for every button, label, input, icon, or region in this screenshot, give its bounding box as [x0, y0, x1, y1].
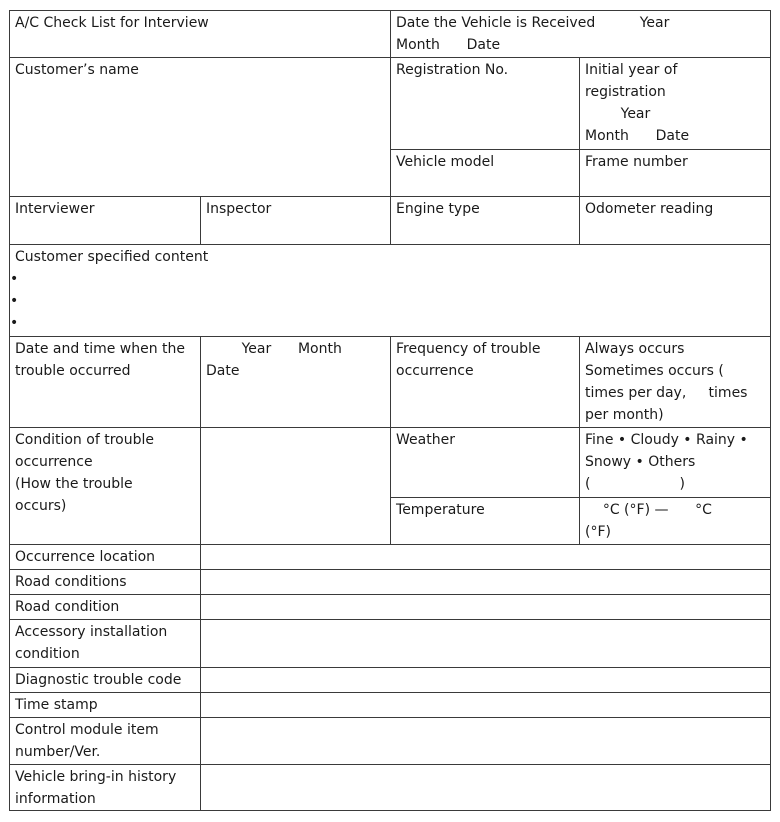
vehicle-model-cell[interactable]: Vehicle model: [391, 150, 580, 197]
ac-check-list-form: [9, 10, 771, 811]
accessory-installation-field[interactable]: [201, 620, 771, 668]
interviewer-cell[interactable]: Interviewer: [10, 197, 201, 245]
frame-number-cell[interactable]: Frame number: [580, 150, 771, 197]
odometer-cell[interactable]: Odometer reading: [580, 197, 771, 245]
time-stamp-label: Time stamp: [10, 693, 201, 718]
time-stamp-field[interactable]: [201, 693, 771, 718]
control-module-label: Control module item number/Ver.: [10, 718, 201, 765]
temperature-label: Temperature: [391, 498, 580, 545]
form-title: A/C Check List for Interview: [10, 11, 391, 58]
condition-value[interactable]: [201, 428, 391, 545]
engine-type-cell[interactable]: Engine type: [391, 197, 580, 245]
diagnostic-trouble-code-label: Diagnostic trouble code: [10, 668, 201, 693]
date-received-cell[interactable]: Date the Vehicle is Received Year Month Date: [391, 11, 771, 58]
occurrence-location-label: Occurrence location: [10, 545, 201, 570]
bullet: •: [10, 271, 19, 287]
occurrence-location-field[interactable]: [201, 545, 771, 570]
road-conditions-field[interactable]: [201, 570, 771, 595]
weather-label: Weather: [391, 428, 580, 498]
check-list-table: [9, 10, 771, 811]
temperature-value[interactable]: °C (°F) — °C (°F): [580, 498, 771, 545]
weather-options[interactable]: Fine • Cloudy • Rainy • Snowy • Others ( ): [580, 428, 771, 498]
customer-content-cell[interactable]: Customer specified content • • •: [10, 245, 771, 337]
condition-label: Condition of trouble occurrence (How the trouble occurs): [10, 428, 201, 545]
trouble-datetime-label: Date and time when the trouble occurred: [10, 337, 201, 428]
initial-year-cell[interactable]: Initial year of registration Year Month Date: [580, 58, 771, 150]
diagnostic-trouble-code-field[interactable]: [201, 668, 771, 693]
frequency-options[interactable]: Always occurs Sometimes occurs ( times per day, times per month): [580, 337, 771, 428]
accessory-installation-label: Accessory installation condition: [10, 620, 201, 668]
road-condition-label: Road condition: [10, 595, 201, 620]
bring-in-history-field[interactable]: [201, 765, 771, 811]
registration-no-cell[interactable]: Registration No.: [391, 58, 580, 150]
frequency-label: Frequency of trouble occurrence: [391, 337, 580, 428]
control-module-field[interactable]: [201, 718, 771, 765]
bullet: •: [10, 315, 19, 331]
road-condition-field[interactable]: [201, 595, 771, 620]
bring-in-history-label: Vehicle bring-in history information: [10, 765, 201, 811]
bullet: •: [10, 293, 19, 309]
customer-name-cell[interactable]: Customer’s name: [10, 58, 391, 197]
inspector-cell[interactable]: Inspector: [201, 197, 391, 245]
road-conditions-label: Road conditions: [10, 570, 201, 595]
trouble-datetime-value[interactable]: Year Month Date: [201, 337, 391, 428]
